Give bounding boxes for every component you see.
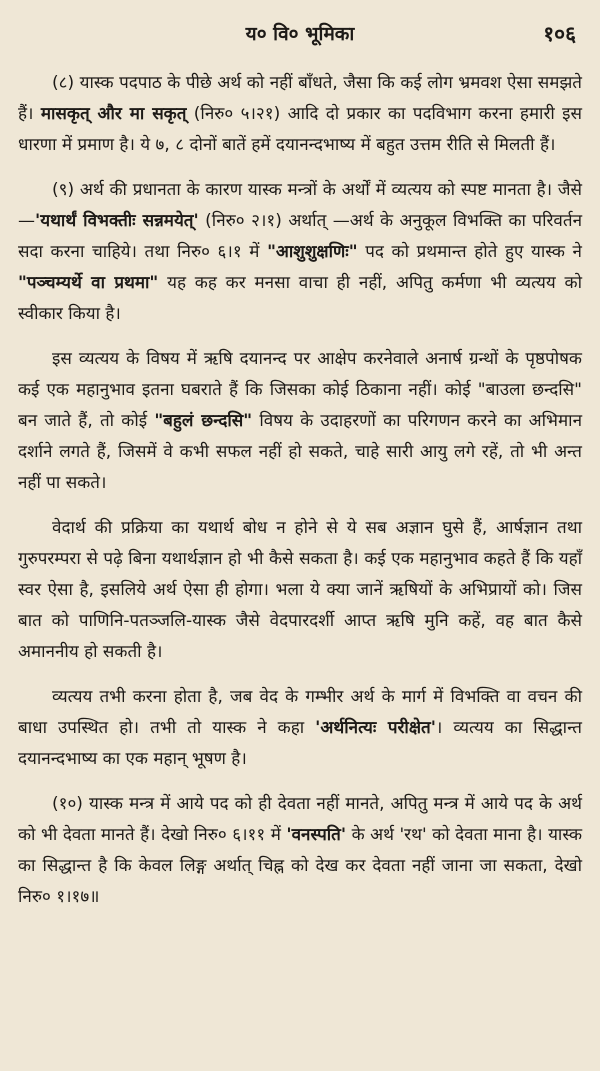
paragraph-vyatyaya-text-a: इस व्यत्यय के विषय में ऋषि दयानन्द पर आक्षेप करनेवाले अनार्ष ग्रन्थों के पृष्ठपोषक कई एक महानुभाव इतना घबराते हैं कि जिसका कोई ठिकाना नहीं। कोई "बाउला छन्दसि" बन जाते हैं, तो कोई [18,349,582,431]
paragraph-9-text-a: (९) अर्थ की प्रधानता के कारण यास्क मन्त्रों के अर्थों में व्यत्यय को स्पष्ट मानता है। जैसे — [18,180,582,231]
paragraph-10 [18,789,582,913]
page-header [18,20,582,48]
paragraph-vyatyaya-text-c: विषय के उदाहरणों का परिगणन करने का अभिमान दर्शाने लगते हैं, जिसमें वे कभी सफल नहीं हो सकते, चाहे सारी आयु लगे रहें, तो भी अन्त नहीं पा सकते। [18,411,583,493]
paragraph-9-bold-quote-3: "पञ्चम्यर्थे वा प्रथमा" [18,273,159,293]
paragraph-9-bold-quote-2: "आशुशुक्षणिः" [267,242,358,262]
paragraph-10-text-a: (१०) यास्क मन्त्र में आये पद को ही देवता नहीं मानते, अपितु मन्त्र में आये पद के अर्थ को भी देवता मानते हैं। देखो निरु० ६।११ में [18,794,582,845]
paragraph-vyatyaya-when-text-c: । व्यत्यय का सिद्धान्त दयानन्दभाष्य का एक महान् भूषण है। [18,718,583,769]
paragraph-9 [18,175,582,330]
paragraph-10-bold-term: 'वनस्पति' [286,825,347,845]
paragraph-9-text-g: यह कह कर मनसा वाचा ही नहीं, अपितु कर्मणा भी व्यत्यय को स्वीकार किया है। [18,273,582,324]
paragraph-8-text-a: (८) यास्क पदपाठ के पीछे अर्थ को नहीं बाँधते, जैसा कि कई लोग भ्रमवश ऐसा समझते हैं। [18,73,582,124]
paragraph-vedartha [18,513,582,668]
paragraph-8-text-c: (निरु० ५।२१) आदि दो प्रकार का पदविभाग करना हमारी इस धारणा में प्रमाण है। ये ७, ८ दोनों बातें हमें दयानन्दभाष्य में बहुत उत्तम रीति से मिलती हैं। [18,104,583,155]
paragraph-vyatyaya [18,344,582,499]
paragraph-vyatyaya-when [18,682,582,775]
paragraph-8 [18,68,582,161]
running-title: य० वि० भूमिका [245,23,355,45]
paragraph-vyatyaya-bold-quote: "बहुलं छन्दसि" [154,411,253,431]
paragraph-8-bold-term: मासकृत् और मा सकृत् [40,104,187,124]
page-body [18,68,582,913]
paragraph-vyatyaya-when-text-a: व्यत्यय तभी करना होता है, जब वेद के गम्भीर अर्थ के मार्ग में विभक्ति वा वचन की बाधा उपस्थित हो। तभी तो यास्क ने कहा [18,687,582,738]
paragraph-vyatyaya-when-bold-quote: 'अर्थनित्यः परीक्षेत' [315,718,436,738]
paragraph-9-text-e: पद को प्रथमान्त होते हुए यास्क ने [357,242,582,262]
page-number: १०६ [543,22,576,46]
paragraph-9-text-c: (निरु० २।१) अर्थात् —अर्थ के अनुकूल विभक्ति का परिवर्तन सदा करना चाहिये। तथा निरु० ६।१ में [18,211,583,262]
paragraph-vedartha-text: वेदार्थ की प्रक्रिया का यथार्थ बोध न होने से ये सब अज्ञान घुसे हैं, आर्षज्ञान तथा गुरुपरम्परा से पढ़े बिना यथार्थज्ञान हो भी कैसे सकता है। कई एक महानुभाव कहते हैं कि यहाँ स्वर ऐसा है, इसलिये अर्थ ऐसा ही होगा। भला ये क्या जानें ऋषियों के अभिप्रायों को। जिस बात को पाणिनि-पतञ्जलि-यास्क जैसे वेदपारदर्शी आप्त ऋषि मुनि कहें, वह बात कैसे अमाननीय हो सकती है। [18,518,582,662]
paragraph-9-bold-quote-1: 'यथार्थं विभक्तीः सन्नमयेत्' [35,211,199,231]
paragraph-10-text-c: के अर्थ 'रथ' को देवता माना है। यास्क का सिद्धान्त है कि केवल लिङ्ग अर्थात् चिह्न को देख कर देवता नहीं जाना जा सकता, देखो निरु० १।१७॥ [18,825,582,907]
